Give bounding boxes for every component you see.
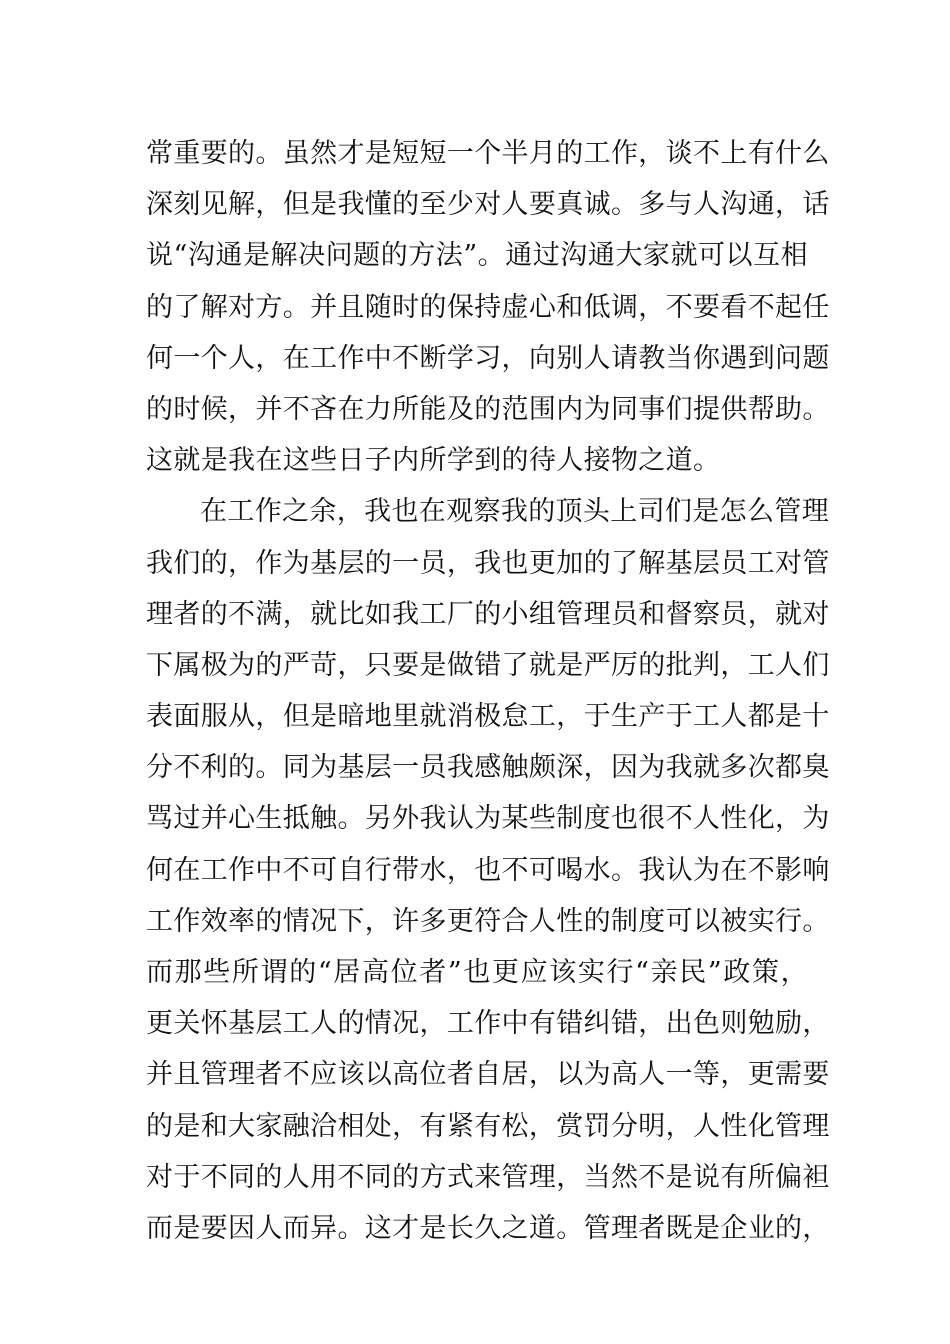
text-line: 我们的，作为基层的一员，我也更加的了解基层员工对管 — [146, 547, 830, 579]
text-line: 分不利的。同为基层一员我感触颇深，因为我就多次都臭 — [146, 752, 830, 784]
text-line: 理者的不满，就比如我工厂的小组管理员和督察员，就对 — [146, 598, 830, 630]
body-text — [146, 128, 830, 1254]
text-line-paragraph-end: 这就是我在这些日子内所学到的待人接物之道。 — [146, 445, 721, 477]
text-line: 的是和大家融洽相处，有紧有松，赏罚分明，人性化管理 — [146, 1110, 830, 1142]
text-line: 而那些所谓的“居高位者”也更应该实行“亲民”政策， — [146, 957, 808, 988]
text-line-paragraph-start: 在工作之余，我也在观察我的顶头上司们是怎么管理 — [200, 496, 830, 528]
text-line: 对于不同的人用不同的方式来管理，当然不是说有所偏袒 — [146, 1161, 830, 1193]
text-line: 说“沟通是解决问题的方法”。通过沟通大家就可以互相 — [146, 240, 808, 272]
text-line: 下属极为的严苛，只要是做错了就是严厉的批判，工人们 — [146, 649, 830, 681]
text-line: 表面服从，但是暗地里就消极怠工，于生产于工人都是十 — [146, 701, 830, 733]
text-line: 何一个人，在工作中不断学习，向别人请教当你遇到问题 — [146, 342, 830, 374]
text-line: 深刻见解，但是我懂的至少对人要真诚。多与人沟通，话 — [146, 189, 830, 221]
text-line: 并且管理者不应该以高位者自居，以为高人一等，更需要 — [146, 1059, 830, 1091]
text-line: 工作效率的情况下，许多更符合人性的制度可以被实行。 — [146, 905, 830, 937]
text-line: 的时候，并不吝在力所能及的范围内为同事们提供帮助。 — [146, 393, 830, 425]
text-line: 的了解对方。并且随时的保持虚心和低调，不要看不起任 — [146, 291, 830, 323]
text-line: 更关怀基层工人的情况，工作中有错纠错，出色则勉励， — [146, 1008, 830, 1040]
text-line: 骂过并心生抵触。另外我认为某些制度也很不人性化，为 — [146, 803, 830, 835]
text-line: 何在工作中不可自行带水，也不可喝水。我认为在不影响 — [146, 854, 830, 886]
text-line: 而是要因人而异。这才是长久之道。管理者既是企业的， — [146, 1212, 830, 1244]
text-line: 常重要的。虽然才是短短一个半月的工作，谈不上有什么 — [146, 138, 830, 169]
